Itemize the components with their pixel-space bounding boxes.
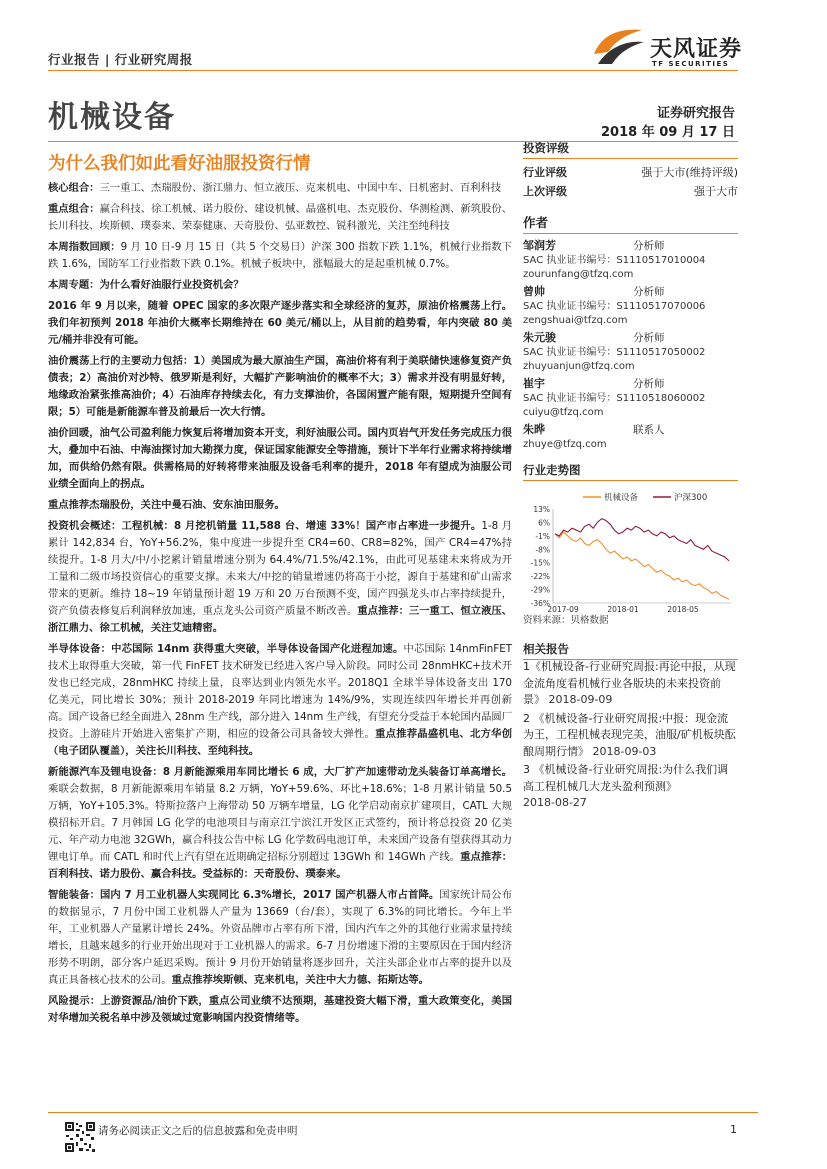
y-tick-label: -22% [530, 572, 550, 582]
legend-label: 机械设备 [604, 493, 639, 503]
report-type: 证券研究报告 [656, 106, 735, 121]
chart-source: 资料来源：贝格数据 [523, 615, 609, 626]
page-number: 1 [730, 1123, 737, 1136]
new-energy-equipment: 新能源汽车及锂电设备：8 月新能源乘用车同比增长 6 成，大厂扩产加速带动龙头装备订单高增长。乘联会数据，8 月新能源乘用车销量 8.2 万辆，YoY+59.6%、环比+18.6%；1-8 月累计销量 50.5 万辆，YoY+105.3%。特斯拉落户上海带动 50 万辆车增量，LG 化学启动南京扩建项目，CATL 大规模招标开启。7 月韩国 LG 化学的电池项目与南京江宁滨江开发区正式签约，预计将总投资 20 亿美元、年产动力电池 32GWh，赢合科技公告中标 LG 化学数码电池订单，未来国产设备有望获得其动力锂电订单。而 CATL 和时代上汽有望在近期确定招标分别超过 13GWh 和 14GWh 产线。重点推荐：百利科技、诺力股份、赢合科技。受益标的：天奇股份、璞泰来。 [48, 766, 512, 880]
x-tick-label: 2018-01 [607, 605, 639, 614]
rating-row: 上次评级 强于大市 [523, 185, 738, 198]
rating-row: 行业评级 强于大市(维持评级) [523, 166, 738, 179]
related-reports [523, 659, 738, 814]
y-tick-label: -36% [530, 599, 550, 608]
logo-mark-icon [588, 22, 648, 72]
qr-code-icon [64, 1117, 96, 1157]
logo-subtitle: TF SECURITIES [652, 60, 730, 68]
y-tick-label: -1% [535, 531, 550, 541]
series-line [555, 519, 729, 561]
author-email[interactable]: zhuye@tfzq.com [523, 439, 607, 450]
oil-price-outlook: 2016 年 9 月以来，随着 OPEC 国家的多次限产逐步落实和全球经济的复苏，原油价格震荡上行。我们年初预判 2018 年油价大概率长期维持在 60 美元/桶以上，从目前的趋势看，年内突破 80 美元/桶并非没有可能。 [48, 300, 512, 346]
report-category: 行业报告 | 行业研究周报 [48, 52, 193, 67]
sidebar [523, 140, 738, 452]
oilfield-service-outlook: 油价回暖，油气公司盈利能力恢复后将增加资本开支，利好油服公司。国内页岩气开发任务完成压力很大，叠加中石油、中海油探讨加大勘探力度，保证国家能源安全等措施，预计下半年行业需求将持续增加，而供给仍然有限。供需格局的好转将带来油服及设备毛利率的提升，2018 年有望成为油服公司业绩全面向上的拐点。 [48, 427, 512, 490]
weekly-index-review: 本周指数回顾：9 月 10 日-9 月 15 日（共 5 个交易日）沪深 300 指数下跌 1.1%，机械行业指数下跌 1.6%，国防军工行业指数下跌 0.1%。机械子板块中，涨幅最大的是起重机械 0.7%。 [48, 241, 513, 270]
related-report-item[interactable]: 2 《机械设备-行业研究周报:中报：现金流为王，工程机械表现完美，油服/矿机板块酝酿周期行情》 2018-09-03 [523, 711, 736, 758]
main-content [48, 180, 512, 1031]
author-email[interactable]: zengshuai@tfzq.com [523, 315, 628, 326]
oilfield-recommendation: 重点推荐杰瑞股份，关注中曼石油、安东油田服务。 [48, 499, 285, 511]
smart-equipment: 智能装备：国内 7 月工业机器人实现同比 6.3%增长，2017 国产机器人市占首降。国家统计局公布的数据显示，7 月份中国工业机器人产量为 13669（台/套），实现了 6.3%的同比增长。今年上半年，工业机器人产量累计增长 24%。外资品牌市占率有所下滑，国内汽车之外的其他行业需求量持续增长，且越来越多的行业开始出现对于工业机器人的需求。6-7 月份增速下滑的主要原因在于国内经济形势不明朗，部分客户延迟采购。预计 9 月份开始销量将逐步回升，关注头部企业市占率的提升以及真正具备核心技术的公司。重点推荐埃斯顿、克来机电，关注中大力德、拓斯达等。 [48, 889, 513, 986]
x-tick-label: 2018-05 [667, 605, 699, 614]
risk-warning: 风险提示：上游资源品/油价下跌，重点公司业绩不达预期，基建投资大幅下滑，重大政策变化，美国对华增加关税名单中涉及领域过宽影响国内投资情绪等。 [48, 995, 513, 1024]
related-heading: 相关报告 [523, 641, 738, 660]
trend-chart-svg [523, 485, 738, 615]
related-report-item[interactable]: 1《机械设备-行业研究周报:再论中报，从现金流角度看机械行业各版块的未来投资前景》 2018-09-09 [523, 660, 736, 706]
y-tick-label: 13% [533, 505, 550, 514]
footer-divider [48, 1112, 758, 1113]
report-title: 为什么我们如此看好油服投资行情 [48, 154, 311, 174]
y-tick-label: -8% [535, 545, 550, 555]
x-tick-label: 2017-09 [547, 605, 579, 614]
author-email[interactable]: zourunfang@tfzq.com [523, 269, 634, 280]
rating-heading: 投资评级 [523, 140, 738, 159]
author-entry: 曾帅 分析师 SAC 执业证书编号：S1110517070006 zengshuai@tfzq.com [523, 284, 738, 328]
weekly-topic: 本周专题：为什么看好油服行业投资机会？ [48, 279, 244, 291]
author-entry: 邹润芳 分析师 SAC 执业证书编号：S1110517010004 zourunfang@tfzq.com [523, 238, 738, 282]
disclaimer-notice: 请务必阅读正文之后的信息披露和免责申明 [98, 1125, 298, 1137]
legend-label: 沪深300 [674, 493, 708, 503]
key-portfolio: 重点组合：赢合科技、徐工机械、诺力股份、建设机械、晶盛机电、杰克股份、华测检测、新筑股份、长川科技、埃斯顿、璞泰来、荣泰健康、天奇股份、弘亚数控、锐科激光，关注至纯科技 [48, 203, 513, 232]
y-tick-label: 6% [538, 518, 550, 528]
author-heading: 作者 [523, 213, 738, 234]
author-entry: 朱元骏 分析师 SAC 执业证书编号：S1110517050002 zhuyuanjun@tfzq.com [523, 330, 738, 374]
trend-heading: 行业走势图 [523, 462, 738, 481]
y-tick-label: -29% [530, 585, 550, 595]
oil-price-drivers: 油价震荡上行的主要动力包括：1）美国成为最大原油生产国，高油价将有利于美联储快速修复资产负债表；2）高油价对沙特、俄罗斯是利好，大幅扩产影响油价的概率不大；3）需求并没有明显好转，地缘政治紧张推高油价；4）石油库存持续去化，有力支撑油价，各国闲置产能有限，短期提升空间有限；5）可能是新能源车普及前最后一次大行情。 [48, 355, 512, 418]
industry-trend-chart [523, 462, 738, 619]
tf-securities-logo [588, 22, 748, 72]
core-portfolio: 核心组合：三一重工、杰瑞股份、浙江鼎力、恒立液压、克来机电、中国中车、日机密封、百利科技 [48, 182, 502, 194]
author-email[interactable]: zhuyuanjun@tfzq.com [523, 361, 635, 372]
author-entry: 崔宇 分析师 SAC 执业证书编号：S1110518060002 cuiyu@tfzq.com [523, 376, 738, 420]
related-report-item[interactable]: 3 《机械设备-行业研究周报:为什么我们调高工程机械几大龙头盈利预测》 2018-08-27 [523, 763, 729, 809]
author-email[interactable]: cuiyu@tfzq.com [523, 407, 604, 418]
report-date: 2018 年 09 月 17 日 [601, 125, 735, 140]
y-tick-label: -15% [530, 558, 550, 568]
semiconductor-equipment: 半导体设备：中芯国际 14nm 获得重大突破，半导体设备国产化进程加速。中芯国际 14nmFinFET 技术上取得重大突破，第一代 FinFET 技术研发已经进入客户导入阶段。同时公司 28nmHKC+技术开发也已经完成，28nmHKC 持续上量，良率达到业内领先水平。2018Q1 全球半导体设备支出 170 亿美元，同比增长 30%；预计 2018-2019 年同比增速为 14%/9%，实现连续四年增长并再创新高。国产设备已经全面进入 28nm 生产线，部分进入 14nm 生产线，有望充分受益于本轮国内晶圆厂投资。上游硅片开始进入密集扩产期，相应的设备公司具备较大弹性。重点推荐晶盛机电、北方华创（电子团队覆盖），关注长川科技、至纯科技。 [48, 643, 513, 757]
industry-name: 机械设备 [48, 100, 176, 135]
author-entry: 朱晔 联系人 zhuye@tfzq.com [523, 422, 738, 452]
header-divider [48, 70, 738, 71]
logo-name: 天风证券 [650, 37, 743, 62]
series-line [555, 532, 729, 599]
construction-machinery: 投资机会概述：工程机械：8 月挖机销量 11,588 台、增速 33%！国产市占率进一步提升。1-8 月累计 142,834 台，YoY+56.2%，集中度进一步提升至 CR4=60、CR8=82%，国产 CR4=47%持续提升。1-8 月大/中/小挖累计销量增速分别为 64.4%/71.5%/42.1%，由此可见基建未来将成为开工量和二级市场投资信心的重要支撑。未来大/中挖的销量增速仍将高于小挖，源自于基建和矿山需求带来的更新。维持 18~19 年销量预计超 19 万和 20 万台预测不变，国产四强龙头市占率持续提升，资产负债表修复后利润释放加速，重点龙头公司资产质量不断改善。重点推荐：三一重工、恒立液压、浙江鼎力、徐工机械，关注艾迪精密。 [48, 520, 513, 634]
